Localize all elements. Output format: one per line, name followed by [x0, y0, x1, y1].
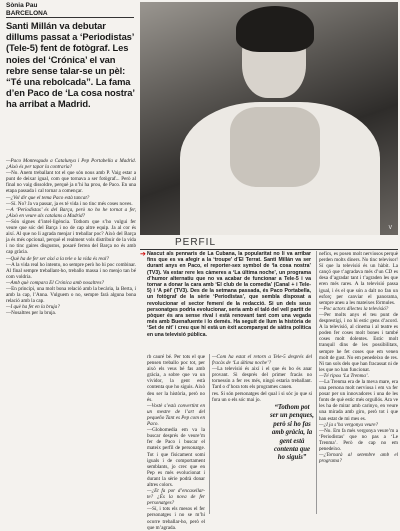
column-divider — [209, 354, 210, 514]
photo-hair-shape — [236, 6, 314, 52]
top-rule — [6, 17, 134, 18]
interview-answer: nefics, es posen molt nerviosos perquè perden molts diners. No tinc televisor! Sí que la televisió és un hàbit. La cançó que t’agradava més d’un CD es desa d’agradar tant i t’agraden les que eren més rares. A la televisió passa igual, i és el que són a dalt no fan un esforç per canviar el panorama, sempre aneu a les mateixes fórmules. — [319, 251, 398, 306]
interview-answer: —Globomedia em va la buscar després de veure’m fer de Paco i buscar el mateix perfil de personatge. Tot i que físicament somi iguals i de comportament semblants, jo crec que en Pep es més evolucionat i durant la sèrie podrà donar altres colors. — [147, 427, 205, 488]
interview-question: —A ‘Periodistas’ és del Barça, però no ho he tornat a fer, ¿Això en veure als catalans a Madrid? — [6, 206, 136, 219]
section-label: PERFIL — [175, 237, 217, 248]
photo-caption: V — [388, 225, 392, 231]
arrow-icon: ➔ — [140, 250, 146, 258]
interview-question: —Té ripou ‘La Trenma’. — [319, 372, 369, 379]
interview-question: —Paco Montesgudo a Catalunya i Pep Portabella a Madrid. ¿Això és per tapar la contraria? — [6, 158, 136, 171]
column-divider — [316, 251, 317, 514]
column-2 — [147, 354, 205, 531]
interview-question: —I què ha fet en la bruja? — [6, 304, 60, 311]
intro-paragraph: Nascut als pennaris de La Cubana, la popularitat no li va arribar fins que es va afegir a la ‘troupe’ d’El Terrat. Santi Millán va ser durant anys en Paco, el reporter-sex symbol de ‘la cosa nostra’ (TV3). Va estar rere les càmeres a ‘La última noche’, un programa d’humor alternatiu que no va acabar de funcionar a Tele-5 i va tornar a donar la cara amb ‘El club de la comedia’ (Canal + i Tele-5) i ‘A pèl’ (TV3). Des de la setmana passada, és Paco Portabella, un fotògraf de la sèrie ‘Periodistas’, que sembla disposat a revolucionar el sector femení de la redacció. Si un dels seus personatges podria evolucionar, seria amb el taló del vell partit de pòquer és ara sense rival i està renovant tant com una vegada més amb Buenafuente i lo demés. Ha seguit de llum la història de ‘Set de nit’ i creu que hi està un èxit acompanyat de sàtira política en una televisió pública. — [147, 251, 311, 338]
interview-answer: —La televisió és així i el que és bo és anar provant. Si després del primer fracàs no tornessin a fer res més, ningú estaria treballant. Tard o d’hora tots els programes cauen. — [212, 366, 312, 391]
interview-answer: res. Si són personatges del qual i si sóc jo que si fora un o els sóc mai jo. — [212, 390, 312, 403]
photo-chest-shape — [230, 107, 320, 187]
portrait-photo — [140, 2, 398, 235]
interview-answer: —Són signes d’intel·ligència. Tothom que s’ho vulgui fer veure que sóc del Barça i no de cap altre equip. Ja al cor és així. Al que no li agrada menjar i treballar poc? Això del Barça ja és més opcional, perquè el realment vols distribuir de la vida i no tinc gaires disgustos, posaré ferrea del Barça no és amb cap gràcia. — [6, 218, 136, 256]
interview-question: —Poc actors dilectes la televisió? — [319, 305, 389, 312]
interview-question: —Què ha de fer ser així a la tele o la vida és real? — [6, 255, 109, 262]
interview-question: —Vostè s’està convertint en un mestre de l’art del pequeño Tant es Pep com en Paco. — [147, 402, 205, 428]
interview-answer: —Sí. No? Ja va passar, ja es té vida i no tinc més coses noves. — [6, 200, 133, 207]
interview-answer: —Sí, i tots els mesos el fer personatges i no se m’hi ocorre treballar-ho, però el que m’agrada. — [147, 506, 205, 531]
column-3 — [212, 354, 312, 403]
byline — [6, 2, 48, 18]
column-4 — [319, 251, 398, 464]
interview-question: —Amb què compara El Crónica amb nosaltres? — [6, 279, 105, 286]
lead-paragraph: Santi Millán va debutar dillums passat a ‘Periodistas’ (Tele-5) fent de fotògraf. Les noies del ‘Crónica’ el van rebre sense talar-se un pèl: “Té una rebolcada”. La fama d’en Paco de ‘La cosa nostra’ ha arribat a Madrid. — [6, 20, 135, 110]
interview-answer: rb cauré bé. Per tots el que pensen treballo poc tot, per això els veus bé fas amb gràcia, a sobre que va un vividor, la gent està contenta que ho siguis. Això deu ser la història, però no és. — [147, 354, 205, 403]
interview-answer: —Nosaltres per la bruja. — [6, 310, 57, 317]
interview-question: —Com ha estat el retorn a Tele-5 després del fracàs de ‘La última noche’? — [212, 354, 312, 367]
interview-question: —¿Et fa por d’encasellar-te? ¿És la nova de fer personatges? — [147, 488, 205, 507]
byline-city: BARCELONA — [6, 10, 48, 17]
column-1 — [6, 158, 136, 316]
interview-question: —¿Vol dir que el tema Paco està tancat? — [6, 194, 90, 201]
interview-question: —¿I ja s’ha vergonya veure? — [319, 421, 379, 428]
byline-author: Sònia Pau — [6, 2, 38, 9]
pull-quote: “Tothom pot ser un penques, però si ho fas amb gràcia, la gent està contenta que ho siguis” — [270, 404, 315, 462]
interview-answer: —En principi, una molt bona relació amb la becària, la Berta, i amb la cap, l’Anna. Vulguem o no, sempre farà alguna bona relació amb la cap. — [6, 285, 136, 305]
interview-answer: —No. Em fa més vergonya veure’m a ‘Periodistas’ que no pas a ‘Le Trenma’. Però de cap no em penedeixo. — [319, 427, 398, 452]
interview-answer: —No. Anem treballant tot el que són nous amb P. Vaig estar a punt de deixar igual, com que tornava a ser fotògraf... Però al final no vaig dissoldre, perquè ja n’hi ha prou, de Paco. En una etapa passada i cal tornar a començar. — [6, 170, 136, 195]
interview-answer: —Per molts anys el teu punt de desprestigi, i no hi estic gens d’acord. A la televisió, al cinema i al teatre es poden fer coses molt bones i també coses molt dolentes. Estic molt tranquil dins de les possibilitats, sempre he fet coses que em venen molt de gust. No em penedeixo de res. Ni tan sols dels que han fracassat ni de les que no han funcionat. — [319, 311, 398, 373]
interview-question: —¿Tornarà al setembre amb el programa? — [319, 452, 398, 465]
interview-answer: —A la vida real ho intento, no sempre però ho hi poc combinar. Al final sempre treballant-ho, treballo massa i no menjo tan bé com voldria. — [6, 261, 136, 280]
interview-answer: —La Trenma era de la meva mare, era una persona molt nerviosa i em va fer posar per un innovadores i una de les fonts de què estic més orgullós. Ara ve les ha de mirar amb carinyo, en veure una mirada amb giro, però tot i que han estat de mi mes es. — [319, 378, 398, 422]
